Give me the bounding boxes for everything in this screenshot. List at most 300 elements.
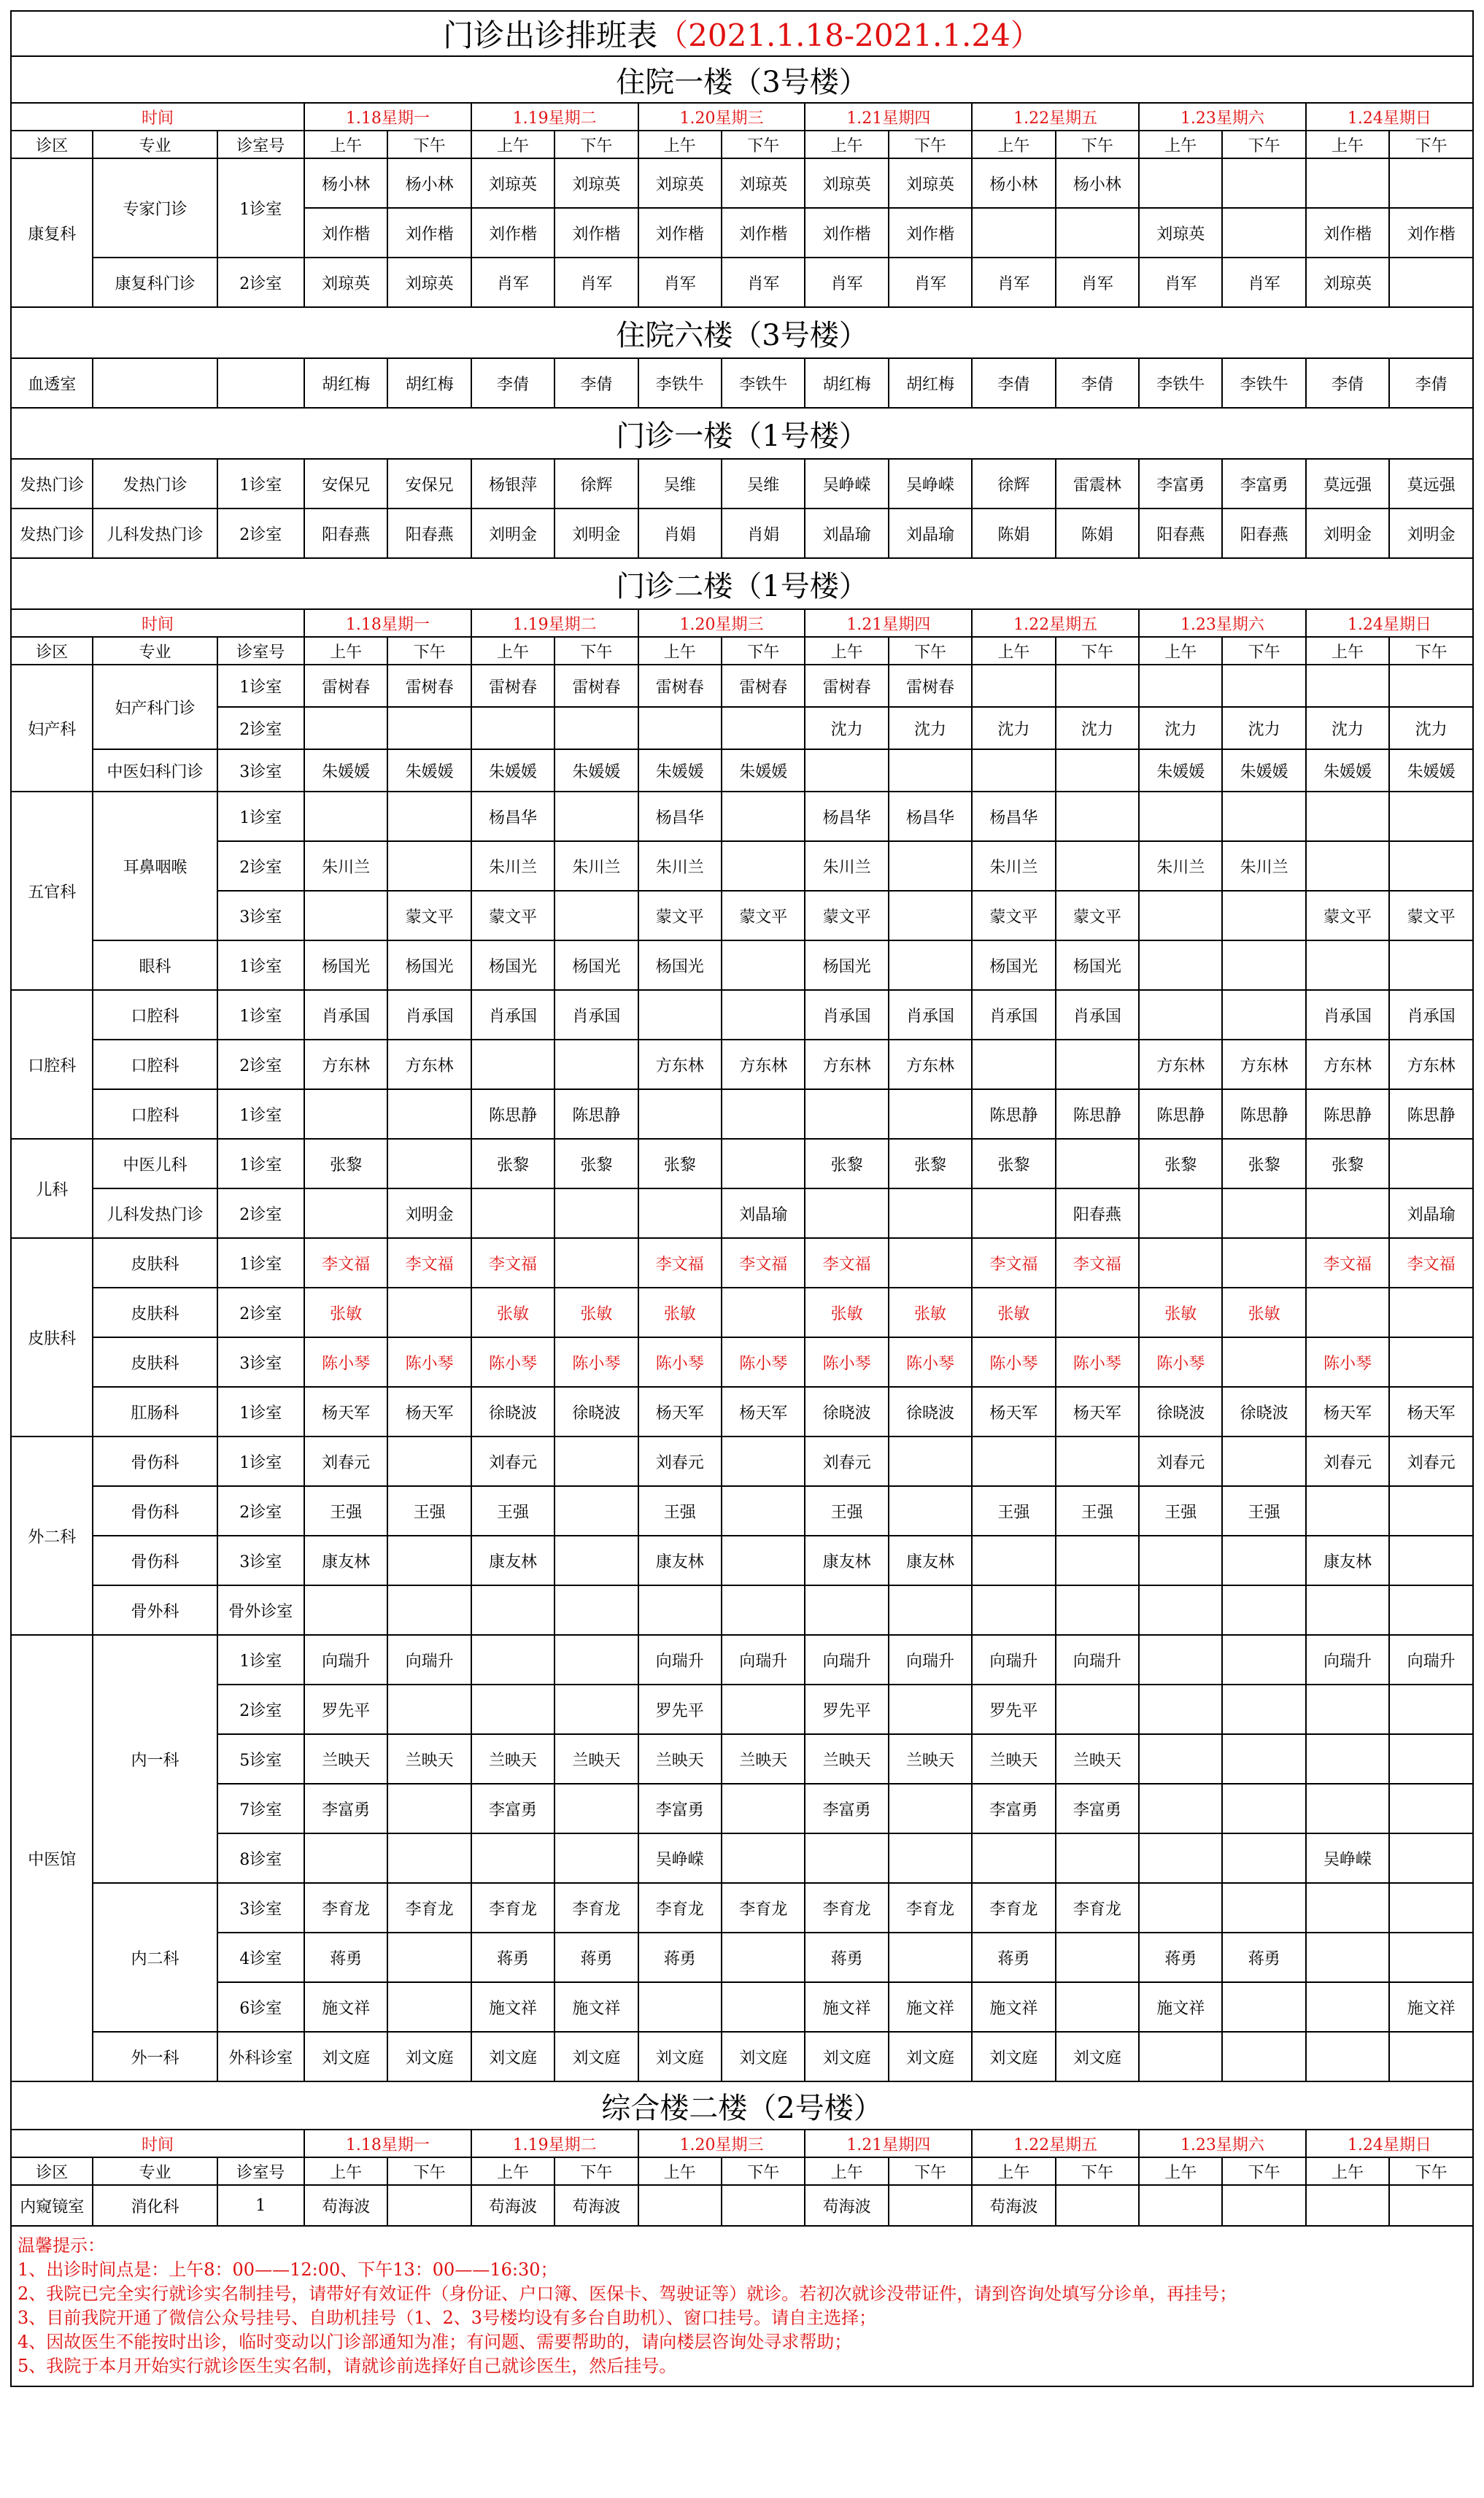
doctor-cell: 方东林: [304, 1040, 387, 1089]
am-header: 上午: [638, 637, 722, 665]
doctor-cell: 方东林: [889, 1040, 972, 1089]
doctor-cell: 兰映天: [471, 1734, 554, 1784]
doctor-cell: 蒙文平: [1306, 891, 1389, 940]
doctor-cell: 沈力: [1222, 707, 1305, 749]
doctor-cell: [1306, 1883, 1389, 1933]
doctor-cell: 肖军: [1139, 258, 1222, 307]
doctor-cell: [1056, 1833, 1139, 1883]
doctor-cell: 张黎: [1222, 1139, 1305, 1188]
am-header: 上午: [972, 637, 1055, 665]
room-cell: 8诊室: [217, 1833, 304, 1883]
doctor-cell: [1139, 1833, 1222, 1883]
doctor-cell: [554, 1585, 638, 1635]
doctor-cell: 陈小琴: [972, 1337, 1055, 1387]
doctor-cell: [1389, 1139, 1473, 1188]
doctor-cell: 张敏: [471, 1288, 554, 1337]
doctor-cell: 王强: [638, 1486, 722, 1536]
table-row: [11, 940, 1473, 990]
notes-item: 4、因故医生不能按时出诊，临时变动以门诊部通知为准；有问题、需要帮助的，请向楼层咨询处寻求帮助；: [18, 2332, 852, 2352]
table-row: [11, 1833, 1473, 1883]
doctor-cell: [889, 940, 972, 990]
doctor-cell: [889, 1784, 972, 1833]
doctor-cell: 兰映天: [889, 1734, 972, 1784]
doctor-cell: [1139, 1883, 1222, 1933]
doctor-cell: 雷树春: [889, 665, 972, 707]
doctor-cell: 刘文庭: [471, 2032, 554, 2081]
doctor-cell: 李倩: [1056, 358, 1139, 408]
doctor-cell: [972, 208, 1055, 258]
doctor-cell: 刘明金: [1306, 509, 1389, 558]
doctor-cell: [1389, 1337, 1473, 1387]
doctor-cell: 蒋勇: [304, 1933, 387, 1982]
doctor-cell: [554, 1833, 638, 1883]
am-header: 上午: [1306, 131, 1389, 158]
room-cell: 3诊室: [217, 1883, 304, 1933]
doctor-cell: 苟海波: [471, 2185, 554, 2226]
table-row: [11, 1635, 1473, 1685]
doctor-cell: 杨国光: [554, 940, 638, 990]
doctor-cell: 陈小琴: [554, 1337, 638, 1387]
section-title: 住院一楼（3号楼）: [11, 56, 1473, 103]
doctor-cell: 刘文庭: [304, 2032, 387, 2081]
doctor-cell: [1389, 1883, 1473, 1933]
doctor-cell: 方东林: [1389, 1040, 1473, 1089]
doctor-cell: 兰映天: [554, 1734, 638, 1784]
doctor-cell: 张黎: [889, 1139, 972, 1188]
doctor-cell: 朱媛媛: [1222, 749, 1305, 792]
doctor-cell: 杨银萍: [471, 459, 554, 509]
doctor-cell: 罗先平: [972, 1685, 1055, 1734]
table-row: [11, 1536, 1473, 1585]
specialty-cell: 口腔科: [93, 990, 217, 1040]
doctor-cell: 肖承国: [1389, 990, 1473, 1040]
doctor-cell: [889, 1188, 972, 1238]
doctor-cell: [1056, 749, 1139, 792]
am-header: 上午: [471, 2157, 554, 2185]
day-header: 1.24星期日: [1306, 103, 1473, 131]
am-header: 上午: [1139, 2157, 1222, 2185]
title-row: [11, 11, 1473, 56]
room-cell: 4诊室: [217, 1933, 304, 1982]
doctor-cell: 肖承国: [304, 990, 387, 1040]
table-row: [11, 1784, 1473, 1833]
doctor-cell: [1222, 990, 1305, 1040]
pm-header: 下午: [1056, 131, 1139, 158]
doctor-cell: 李育龙: [722, 1883, 805, 1933]
specialty-cell: 口腔科: [93, 1089, 217, 1139]
doctor-cell: 刘文庭: [638, 2032, 722, 2081]
doctor-cell: [1139, 1188, 1222, 1238]
doctor-cell: 施文祥: [1389, 1982, 1473, 2032]
doctor-cell: [304, 1089, 387, 1139]
doctor-cell: [1389, 1784, 1473, 1833]
doctor-cell: 向瑞升: [304, 1635, 387, 1685]
doctor-cell: [638, 707, 722, 749]
zone-cell: 妇产科: [11, 665, 93, 792]
doctor-cell: 朱川兰: [471, 841, 554, 891]
doctor-cell: [722, 707, 805, 749]
title-main: 门诊出诊排班表: [443, 18, 658, 53]
doctor-cell: 施文祥: [304, 1982, 387, 2032]
table-row: [11, 1089, 1473, 1139]
doctor-cell: 刘文庭: [387, 2032, 471, 2081]
table-row: [11, 891, 1473, 940]
doctor-cell: 刘作楷: [1306, 208, 1389, 258]
doctor-cell: [387, 841, 471, 891]
doctor-cell: 李铁牛: [1139, 358, 1222, 408]
notes-item: 3、目前我院开通了微信公众号挂号、自助机挂号（1、2、3号楼均设有多台自助机）、窗口挂号。请自主选择；: [18, 2308, 877, 2328]
doctor-cell: 刘春元: [1139, 1436, 1222, 1486]
doctor-cell: [387, 707, 471, 749]
zone-cell: 外二科: [11, 1436, 93, 1635]
am-header: 上午: [1139, 131, 1222, 158]
specialty-cell: 骨伤科: [93, 1486, 217, 1536]
doctor-cell: 陈小琴: [1056, 1337, 1139, 1387]
doctor-cell: 张黎: [471, 1139, 554, 1188]
doctor-cell: 刘作楷: [1389, 208, 1473, 258]
notes-row: [11, 2226, 1473, 2386]
doctor-cell: 雷树春: [722, 665, 805, 707]
time-header: 时间: [11, 103, 304, 131]
specialty-cell: 儿科发热门诊: [93, 1188, 217, 1238]
doctor-cell: [972, 1436, 1055, 1486]
pm-header: 下午: [1056, 2157, 1139, 2185]
doctor-cell: 吴峥嵘: [889, 459, 972, 509]
doctor-cell: 肖承国: [1306, 990, 1389, 1040]
doctor-cell: 杨昌华: [471, 792, 554, 841]
specialty-cell: 内一科: [93, 1635, 217, 1883]
doctor-cell: [889, 1685, 972, 1734]
doctor-cell: 康友林: [638, 1536, 722, 1585]
doctor-cell: [1306, 158, 1389, 208]
doctor-cell: [387, 1685, 471, 1734]
doctor-cell: 兰映天: [304, 1734, 387, 1784]
table-row: [11, 1883, 1473, 1933]
doctor-cell: 莫远强: [1306, 459, 1389, 509]
day-header: 1.18星期一: [304, 103, 471, 131]
doctor-cell: 兰映天: [972, 1734, 1055, 1784]
doctor-cell: 苟海波: [972, 2185, 1055, 2226]
doctor-cell: 李育龙: [1056, 1883, 1139, 1933]
doctor-cell: 张敏: [554, 1288, 638, 1337]
doctor-cell: 沈力: [1306, 707, 1389, 749]
doctor-cell: [1222, 1536, 1305, 1585]
doctor-cell: 朱媛媛: [471, 749, 554, 792]
pm-header: 下午: [722, 637, 805, 665]
doctor-cell: 张敏: [889, 1288, 972, 1337]
pm-header: 下午: [387, 637, 471, 665]
room-cell: 1诊室: [217, 1238, 304, 1288]
doctor-cell: 刘作楷: [554, 208, 638, 258]
specialty-cell: 骨伤科: [93, 1536, 217, 1585]
doctor-cell: [1389, 2185, 1473, 2226]
doctor-cell: [1139, 1685, 1222, 1734]
specialty-cell: 皮肤科: [93, 1288, 217, 1337]
doctor-cell: 杨国光: [805, 940, 888, 990]
doctor-cell: [722, 841, 805, 891]
doctor-cell: [1389, 1833, 1473, 1883]
doctor-cell: 陈小琴: [387, 1337, 471, 1387]
doctor-cell: 王强: [387, 1486, 471, 1536]
specialty-cell: 口腔科: [93, 1040, 217, 1089]
doctor-cell: [1056, 1982, 1139, 2032]
doctor-cell: 李文福: [638, 1238, 722, 1288]
doctor-cell: 刘晶瑜: [805, 509, 888, 558]
specialty-cell: 消化科: [93, 2185, 217, 2226]
pm-header: 下午: [387, 131, 471, 158]
doctor-cell: [1139, 1238, 1222, 1288]
doctor-cell: 雷震林: [1056, 459, 1139, 509]
doctor-cell: 雷树春: [638, 665, 722, 707]
doctor-cell: 刘作楷: [638, 208, 722, 258]
doctor-cell: [1139, 2032, 1222, 2081]
doctor-cell: 蒋勇: [554, 1933, 638, 1982]
doctor-cell: 陈小琴: [638, 1337, 722, 1387]
doctor-cell: 刘作楷: [722, 208, 805, 258]
doctor-cell: 沈力: [1389, 707, 1473, 749]
doctor-cell: [1389, 841, 1473, 891]
doctor-cell: 陈娟: [972, 509, 1055, 558]
room-cell: 2诊室: [217, 1685, 304, 1734]
doctor-cell: 向瑞升: [972, 1635, 1055, 1685]
doctor-cell: 沈力: [972, 707, 1055, 749]
doctor-cell: 安保兄: [304, 459, 387, 509]
doctor-cell: [1389, 2032, 1473, 2081]
pm-header: 下午: [1389, 2157, 1473, 2185]
specialty-cell: 中医妇科门诊: [93, 749, 217, 792]
table-row: [11, 1188, 1473, 1238]
doctor-cell: 朱媛媛: [1139, 749, 1222, 792]
doctor-cell: [722, 940, 805, 990]
pm-header: 下午: [722, 2157, 805, 2185]
doctor-cell: [1306, 1486, 1389, 1536]
doctor-cell: [387, 1585, 471, 1635]
doctor-cell: [638, 1585, 722, 1635]
section-title-row: [11, 2081, 1473, 2130]
table-row: [11, 1486, 1473, 1536]
section-title-row: [11, 408, 1473, 459]
doctor-cell: [554, 1685, 638, 1734]
pm-header: 下午: [554, 637, 638, 665]
doctor-cell: 刘明金: [554, 509, 638, 558]
doctor-cell: [304, 891, 387, 940]
doctor-cell: 李文福: [972, 1238, 1055, 1288]
doctor-cell: 朱媛媛: [638, 749, 722, 792]
doctor-cell: [471, 1040, 554, 1089]
doctor-cell: 陈小琴: [722, 1337, 805, 1387]
doctor-cell: 张黎: [805, 1139, 888, 1188]
doctor-cell: [1306, 2032, 1389, 2081]
doctor-cell: 李倩: [972, 358, 1055, 408]
doctor-cell: [1222, 891, 1305, 940]
table-row: [11, 1933, 1473, 1982]
specialty-header: 专业: [93, 131, 217, 158]
doctor-cell: [1306, 792, 1389, 841]
doctor-cell: [554, 891, 638, 940]
doctor-cell: 苟海波: [304, 2185, 387, 2226]
doctor-cell: [1139, 1585, 1222, 1635]
doctor-cell: 李育龙: [554, 1883, 638, 1933]
doctor-cell: [1306, 2185, 1389, 2226]
doctor-cell: 胡红梅: [304, 358, 387, 408]
table-row: [11, 1040, 1473, 1089]
doctor-cell: 李文福: [1306, 1238, 1389, 1288]
doctor-cell: [471, 1833, 554, 1883]
doctor-cell: [1389, 665, 1473, 707]
doctor-cell: [1139, 1635, 1222, 1685]
doctor-cell: 张黎: [638, 1139, 722, 1188]
doctor-cell: 李富勇: [304, 1784, 387, 1833]
doctor-cell: 沈力: [1056, 707, 1139, 749]
am-header: 上午: [972, 2157, 1055, 2185]
doctor-cell: [387, 1933, 471, 1982]
doctor-cell: 李倩: [1389, 358, 1473, 408]
doctor-cell: [722, 1784, 805, 1833]
doctor-cell: 李育龙: [972, 1883, 1055, 1933]
doctor-cell: 刘琼英: [805, 158, 888, 208]
doctor-cell: 杨小林: [972, 158, 1055, 208]
notes-item: 5、我院于本月开始实行就诊医生实名制，请就诊前选择好自己就诊医生，然后挂号。: [18, 2356, 677, 2376]
doctor-cell: 李育龙: [471, 1883, 554, 1933]
doctor-cell: 杨国光: [387, 940, 471, 990]
day-header: 1.24星期日: [1306, 2130, 1473, 2157]
doctor-cell: 朱媛媛: [1389, 749, 1473, 792]
zone-header: 诊区: [11, 2157, 93, 2185]
doctor-cell: 肖承国: [805, 990, 888, 1040]
doctor-cell: [638, 1089, 722, 1139]
room-cell: 2诊室: [217, 1288, 304, 1337]
table-row: [11, 258, 1473, 307]
pm-header: 下午: [1389, 131, 1473, 158]
doctor-cell: [304, 1585, 387, 1635]
room-header: 诊室号: [217, 2157, 304, 2185]
doctor-cell: 莫远强: [1389, 459, 1473, 509]
doctor-cell: 杨天军: [1306, 1387, 1389, 1436]
doctor-cell: [387, 1982, 471, 2032]
doctor-cell: 施文祥: [972, 1982, 1055, 2032]
doctor-cell: [1222, 1635, 1305, 1685]
doctor-cell: 吴峥嵘: [638, 1833, 722, 1883]
pm-header: 下午: [889, 637, 972, 665]
doctor-cell: [554, 1436, 638, 1486]
doctor-cell: 徐晓波: [889, 1387, 972, 1436]
doctor-cell: 施文祥: [805, 1982, 888, 2032]
doctor-cell: [1056, 1536, 1139, 1585]
doctor-cell: [889, 1585, 972, 1635]
doctor-cell: 肖军: [638, 258, 722, 307]
doctor-cell: [1306, 1685, 1389, 1734]
doctor-cell: 李铁牛: [1222, 358, 1305, 408]
doctor-cell: 王强: [1222, 1486, 1305, 1536]
doctor-cell: 陈思静: [1389, 1089, 1473, 1139]
am-header: 上午: [471, 131, 554, 158]
doctor-cell: 苟海波: [554, 2185, 638, 2226]
doctor-cell: 雷树春: [554, 665, 638, 707]
doctor-cell: 蒙文平: [722, 891, 805, 940]
room-header: 诊室号: [217, 131, 304, 158]
table-row: [11, 1585, 1473, 1635]
doctor-cell: 沈力: [1139, 707, 1222, 749]
doctor-cell: 李富勇: [1222, 459, 1305, 509]
pm-header: 下午: [889, 131, 972, 158]
zone-cell: 血透室: [11, 358, 93, 408]
doctor-cell: 雷树春: [387, 665, 471, 707]
doctor-cell: 刘文庭: [722, 2032, 805, 2081]
table-row: [11, 665, 1473, 707]
day-header: 1.20星期三: [638, 103, 805, 131]
schedule-table: [10, 10, 1474, 2387]
day-header: 1.23星期六: [1139, 103, 1306, 131]
doctor-cell: 杨小林: [304, 158, 387, 208]
table-row: [11, 1238, 1473, 1288]
doctor-cell: 向瑞升: [722, 1635, 805, 1685]
doctor-cell: [1056, 1288, 1139, 1337]
section-title: 住院六楼（3号楼）: [11, 307, 1473, 358]
room-cell: [217, 358, 304, 408]
notes-box: [11, 2226, 1473, 2386]
doctor-cell: 朱川兰: [972, 841, 1055, 891]
table-row: [11, 459, 1473, 509]
am-header: 上午: [1139, 637, 1222, 665]
doctor-cell: [722, 1982, 805, 2032]
room-cell: 骨外诊室: [217, 1585, 304, 1635]
doctor-cell: 吴维: [722, 459, 805, 509]
pm-header: 下午: [1056, 637, 1139, 665]
doctor-cell: [1139, 665, 1222, 707]
doctor-cell: 蒙文平: [471, 891, 554, 940]
doctor-cell: 陈思静: [1222, 1089, 1305, 1139]
pm-header: 下午: [1222, 131, 1305, 158]
doctor-cell: 朱媛媛: [1306, 749, 1389, 792]
doctor-cell: 康友林: [889, 1536, 972, 1585]
room-cell: 3诊室: [217, 1337, 304, 1387]
doctor-cell: 李文福: [722, 1238, 805, 1288]
doctor-cell: 方东林: [1222, 1040, 1305, 1089]
pm-header: 下午: [722, 131, 805, 158]
section-title: 门诊二楼（1号楼）: [11, 558, 1473, 609]
doctor-cell: [722, 1685, 805, 1734]
doctor-cell: 蒙文平: [1389, 891, 1473, 940]
doctor-cell: 李文福: [1056, 1238, 1139, 1288]
room-cell: 3诊室: [217, 1536, 304, 1585]
doctor-cell: [1222, 1833, 1305, 1883]
table-row: [11, 1734, 1473, 1784]
doctor-cell: 康友林: [304, 1536, 387, 1585]
doctor-cell: 杨国光: [638, 940, 722, 990]
doctor-cell: 刘晶瑜: [722, 1188, 805, 1238]
doctor-cell: [387, 792, 471, 841]
doctor-cell: [1222, 792, 1305, 841]
doctor-cell: [1389, 1734, 1473, 1784]
doctor-cell: 吴峥嵘: [1306, 1833, 1389, 1883]
doctor-cell: [1056, 208, 1139, 258]
day-header: 1.19星期二: [471, 2130, 638, 2157]
doctor-cell: 施文祥: [471, 1982, 554, 2032]
doctor-cell: 蒙文平: [972, 891, 1055, 940]
doctor-cell: [1139, 990, 1222, 1040]
doctor-cell: 李倩: [471, 358, 554, 408]
doctor-cell: [554, 1486, 638, 1536]
doctor-cell: 方东林: [638, 1040, 722, 1089]
doctor-cell: [1056, 2185, 1139, 2226]
doctor-cell: [1306, 940, 1389, 990]
doctor-cell: 向瑞升: [1306, 1635, 1389, 1685]
zone-cell: 口腔科: [11, 990, 93, 1139]
doctor-cell: [471, 1188, 554, 1238]
doctor-cell: [805, 1089, 888, 1139]
doctor-cell: 兰映天: [1056, 1734, 1139, 1784]
specialty-cell: 外一科: [93, 2032, 217, 2081]
